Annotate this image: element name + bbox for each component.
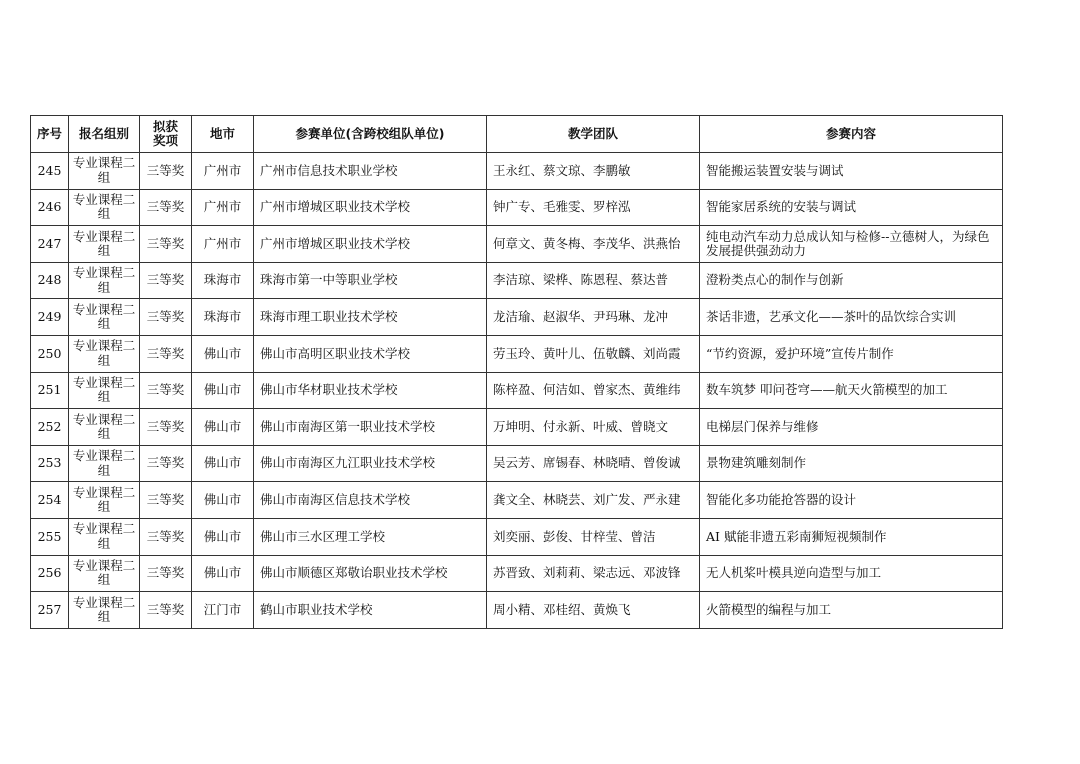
cell-unit: 佛山市三水区理工学校 [254, 518, 487, 555]
cell-award: 三等奖 [140, 226, 192, 263]
cell-team: 周小精、邓桂绍、黄焕飞 [487, 592, 700, 629]
table-row [31, 226, 1003, 263]
cell-group: 专业课程二组 [69, 299, 140, 336]
cell-content: 数车筑梦 叩问苍穹——航天火箭模型的加工 [700, 372, 1003, 409]
table-row [31, 592, 1003, 629]
table-row [31, 482, 1003, 519]
cell-team: 龚文全、林晓芸、刘广发、严永建 [487, 482, 700, 519]
cell-unit: 珠海市理工职业技术学校 [254, 299, 487, 336]
table-row [31, 335, 1003, 372]
cell-group: 专业课程二组 [69, 482, 140, 519]
cell-seq: 257 [31, 592, 69, 629]
cell-group: 专业课程二组 [69, 335, 140, 372]
cell-unit: 鹤山市职业技术学校 [254, 592, 487, 629]
table-row [31, 518, 1003, 555]
header-row [31, 116, 1003, 153]
cell-city: 佛山市 [192, 445, 254, 482]
cell-team: 陈梓盈、何洁如、曾家杰、黄维纬 [487, 372, 700, 409]
cell-city: 广州市 [192, 226, 254, 263]
cell-content: 智能家居系统的安装与调试 [700, 189, 1003, 226]
cell-seq: 252 [31, 409, 69, 446]
cell-group: 专业课程二组 [69, 262, 140, 299]
cell-team: 王永红、蔡文琼、李鹏敏 [487, 153, 700, 190]
cell-city: 佛山市 [192, 482, 254, 519]
cell-team: 龙洁瑜、赵淑华、尹玛琳、龙冲 [487, 299, 700, 336]
cell-unit: 珠海市第一中等职业学校 [254, 262, 487, 299]
cell-seq: 256 [31, 555, 69, 592]
cell-seq: 246 [31, 189, 69, 226]
cell-content: 茶话非遗，艺承文化——茶叶的品饮综合实训 [700, 299, 1003, 336]
cell-award: 三等奖 [140, 555, 192, 592]
cell-award: 三等奖 [140, 592, 192, 629]
cell-award: 三等奖 [140, 372, 192, 409]
cell-content: 纯电动汽车动力总成认知与检修--立德树人，为绿色发展提供强劲动力 [700, 226, 1003, 263]
cell-group: 专业课程二组 [69, 445, 140, 482]
cell-unit: 佛山市南海区九江职业技术学校 [254, 445, 487, 482]
award-table [30, 115, 1003, 629]
cell-award: 三等奖 [140, 445, 192, 482]
cell-content: 电梯层门保养与维修 [700, 409, 1003, 446]
header-unit: 参赛单位(含跨校组队单位) [254, 116, 487, 153]
cell-award: 三等奖 [140, 409, 192, 446]
header-content: 参赛内容 [700, 116, 1003, 153]
cell-content: “节约资源，爱护环境”宣传片制作 [700, 335, 1003, 372]
cell-content: 澄粉类点心的制作与创新 [700, 262, 1003, 299]
cell-content: 无人机桨叶模具逆向造型与加工 [700, 555, 1003, 592]
cell-unit: 广州市增城区职业技术学校 [254, 189, 487, 226]
cell-team: 苏晋致、刘莉莉、梁志远、邓波锋 [487, 555, 700, 592]
table-row [31, 372, 1003, 409]
cell-city: 佛山市 [192, 518, 254, 555]
cell-team: 钟广专、毛雅雯、罗梓泓 [487, 189, 700, 226]
cell-award: 三等奖 [140, 153, 192, 190]
cell-seq: 248 [31, 262, 69, 299]
cell-seq: 253 [31, 445, 69, 482]
cell-group: 专业课程二组 [69, 372, 140, 409]
cell-unit: 佛山市南海区信息技术学校 [254, 482, 487, 519]
cell-group: 专业课程二组 [69, 518, 140, 555]
cell-group: 专业课程二组 [69, 226, 140, 263]
table-row [31, 189, 1003, 226]
cell-team: 万坤明、付永新、叶威、曾晓文 [487, 409, 700, 446]
cell-group: 专业课程二组 [69, 592, 140, 629]
cell-award: 三等奖 [140, 262, 192, 299]
header-group: 报名组别 [69, 116, 140, 153]
cell-unit: 佛山市高明区职业技术学校 [254, 335, 487, 372]
cell-seq: 245 [31, 153, 69, 190]
cell-team: 李洁琼、梁桦、陈恩程、蔡达普 [487, 262, 700, 299]
cell-content: 智能化多功能抢答器的设计 [700, 482, 1003, 519]
cell-team: 劳玉玲、黄叶儿、伍敬麟、刘尚霞 [487, 335, 700, 372]
header-team: 教学团队 [487, 116, 700, 153]
cell-award: 三等奖 [140, 335, 192, 372]
cell-content: 智能搬运装置安装与调试 [700, 153, 1003, 190]
cell-team: 吴云芳、席锡春、林晓晴、曾俊诚 [487, 445, 700, 482]
cell-unit: 佛山市南海区第一职业技术学校 [254, 409, 487, 446]
header-seq: 序号 [31, 116, 69, 153]
cell-unit: 佛山市顺德区郑敬诒职业技术学校 [254, 555, 487, 592]
cell-content: AI 赋能非遗五彩南狮短视频制作 [700, 518, 1003, 555]
cell-group: 专业课程二组 [69, 189, 140, 226]
cell-award: 三等奖 [140, 299, 192, 336]
cell-city: 佛山市 [192, 409, 254, 446]
cell-team: 何章文、黄冬梅、李茂华、洪燕怡 [487, 226, 700, 263]
cell-unit: 广州市增城区职业技术学校 [254, 226, 487, 263]
cell-city: 珠海市 [192, 299, 254, 336]
table-row [31, 445, 1003, 482]
cell-group: 专业课程二组 [69, 409, 140, 446]
cell-city: 佛山市 [192, 372, 254, 409]
cell-city: 佛山市 [192, 555, 254, 592]
cell-group: 专业课程二组 [69, 555, 140, 592]
table-row [31, 262, 1003, 299]
table-row [31, 555, 1003, 592]
cell-seq: 250 [31, 335, 69, 372]
table-body [31, 153, 1003, 629]
header-award: 拟获奖项 [140, 116, 192, 153]
cell-award: 三等奖 [140, 482, 192, 519]
cell-seq: 247 [31, 226, 69, 263]
cell-award: 三等奖 [140, 189, 192, 226]
header-city: 地市 [192, 116, 254, 153]
cell-seq: 251 [31, 372, 69, 409]
cell-city: 佛山市 [192, 335, 254, 372]
cell-city: 江门市 [192, 592, 254, 629]
cell-content: 景物建筑雕刻制作 [700, 445, 1003, 482]
cell-seq: 254 [31, 482, 69, 519]
cell-team: 刘奕丽、彭俊、甘梓莹、曾洁 [487, 518, 700, 555]
cell-unit: 佛山市华材职业技术学校 [254, 372, 487, 409]
table-row [31, 299, 1003, 336]
cell-city: 珠海市 [192, 262, 254, 299]
cell-content: 火箭模型的编程与加工 [700, 592, 1003, 629]
cell-city: 广州市 [192, 153, 254, 190]
cell-award: 三等奖 [140, 518, 192, 555]
cell-group: 专业课程二组 [69, 153, 140, 190]
cell-seq: 255 [31, 518, 69, 555]
table-row [31, 153, 1003, 190]
cell-seq: 249 [31, 299, 69, 336]
table-row [31, 409, 1003, 446]
cell-city: 广州市 [192, 189, 254, 226]
cell-unit: 广州市信息技术职业学校 [254, 153, 487, 190]
